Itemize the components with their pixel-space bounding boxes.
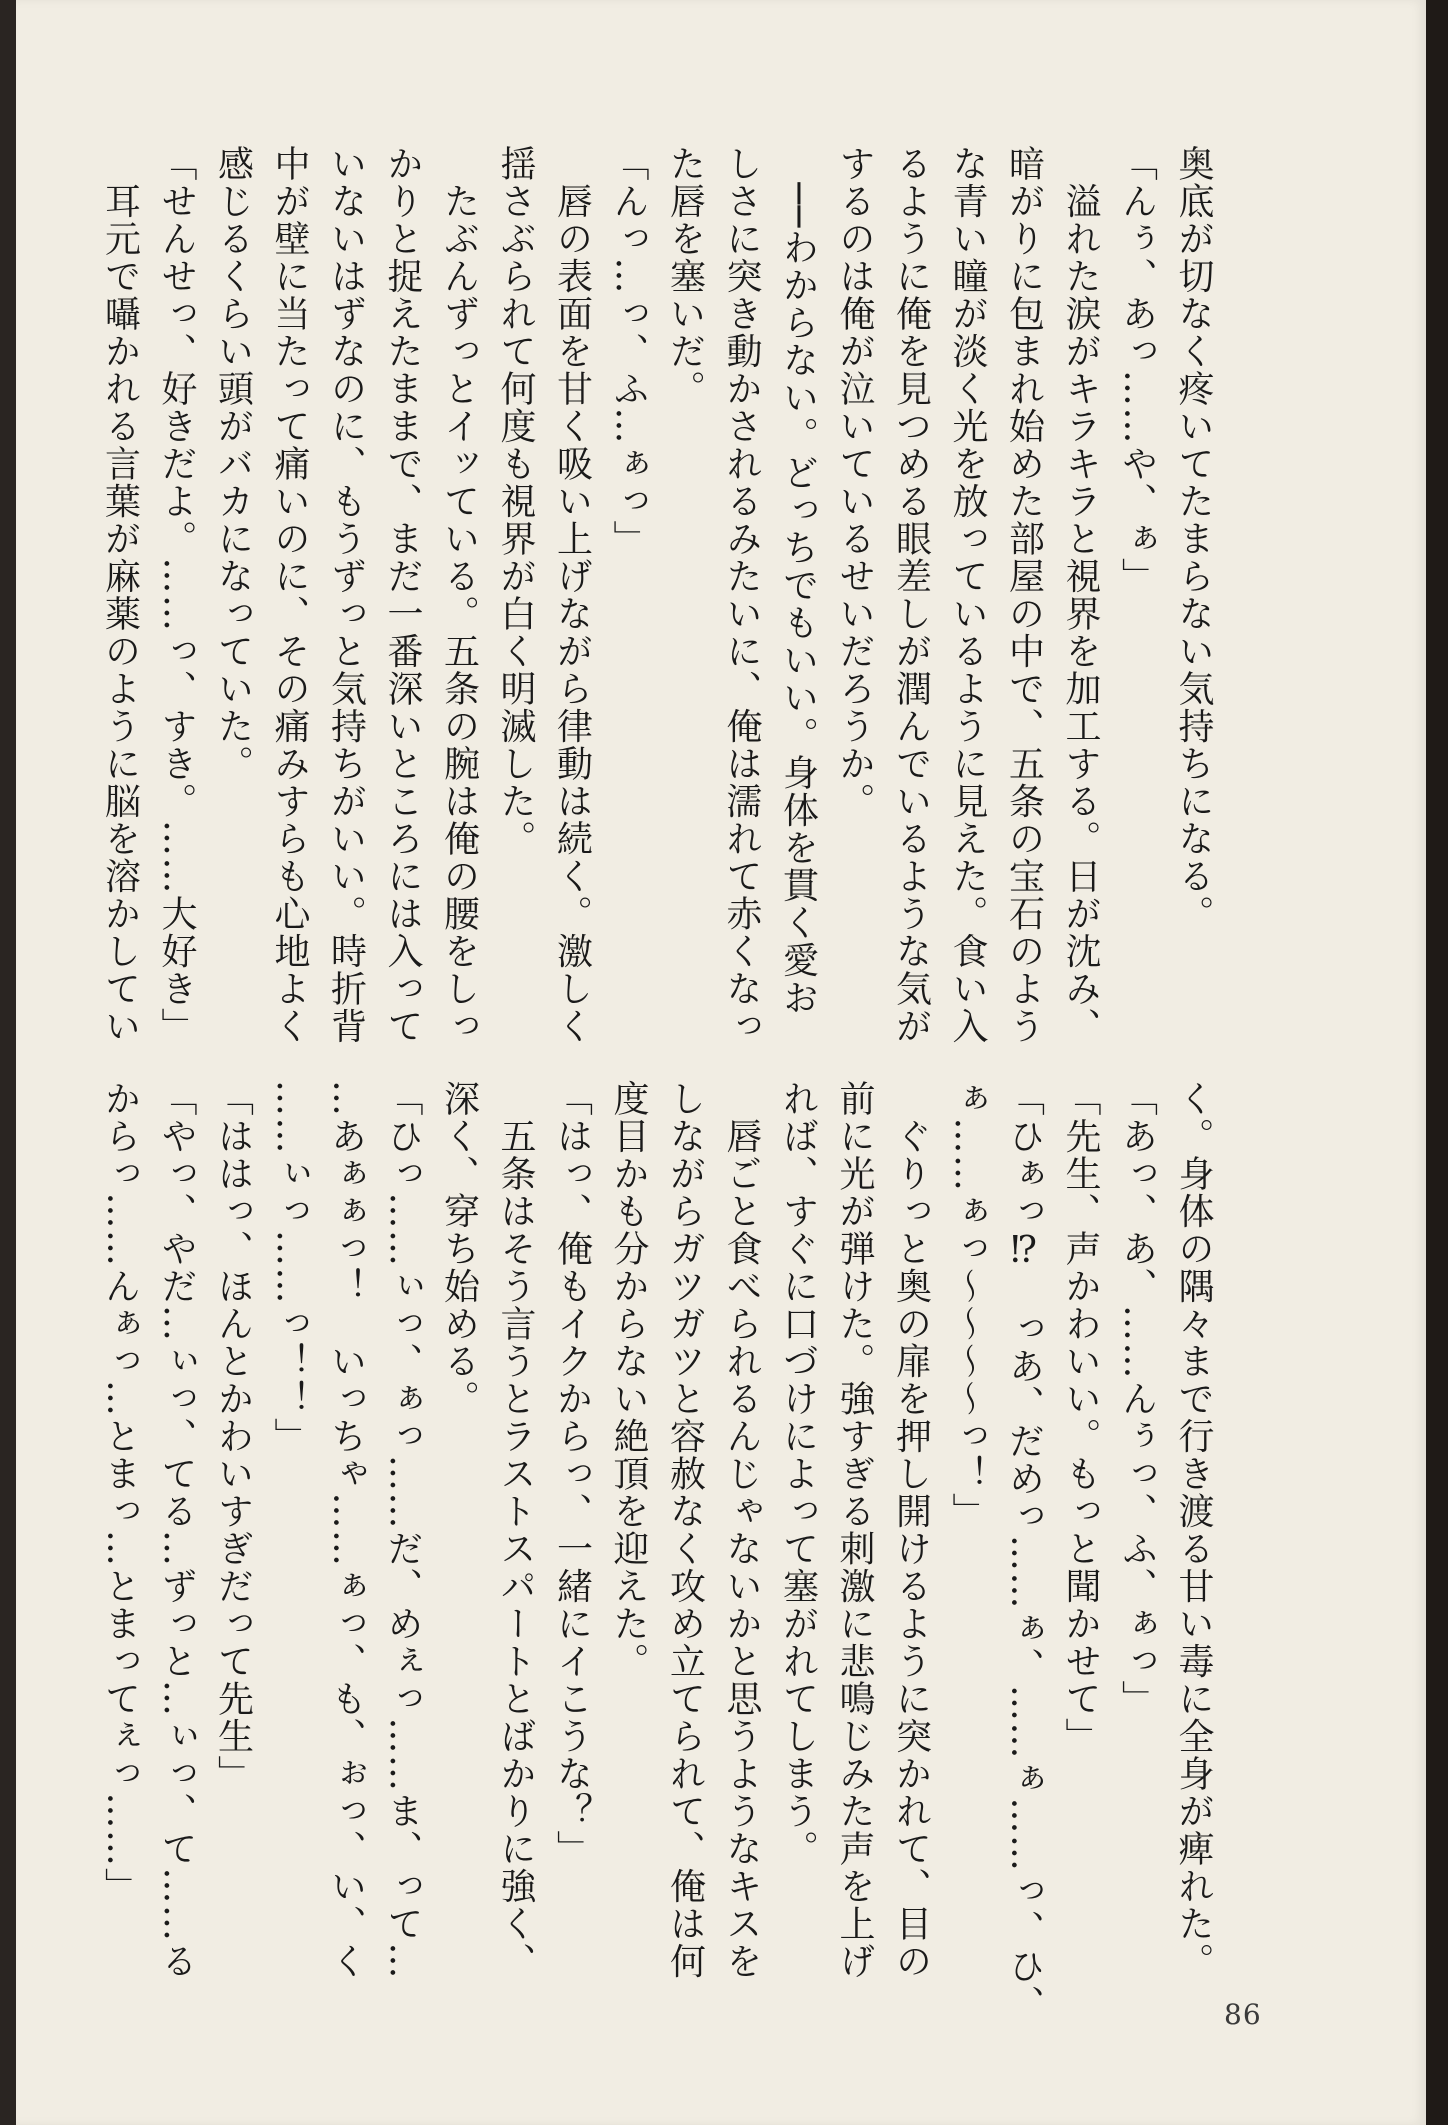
text-line: く。身体の隅々まで行き渡る甘い毒に全身が痺れた。 — [1173, 1080, 1214, 1980]
text-line: 耳元で囁かれる言葉が麻薬のように脳を溶かしてい — [99, 145, 141, 1045]
text-line: 「ひっ……ぃっ、ぁっ……だ、めぇっ……ま、って… — [382, 1080, 423, 1980]
text-line: 中が壁に当たって痛いのに、その痛みすらも心地よく — [269, 145, 310, 1045]
text-line: 暗がりに包まれ始めた部屋の中で、五条の宝石のよう — [1003, 145, 1045, 1045]
scanner-edge — [1426, 0, 1448, 2125]
text-line: 唇の表面を甘く吸い上げながら律動は続く。激しく — [551, 145, 593, 1045]
text-line: 「ひぁっ⁉ っあ、だめっ……ぁ、……ぁ……っ、ひ、 — [1003, 1080, 1045, 2023]
text-line: ぁ……ぁっ〜〜〜〜っ！」 — [947, 1080, 988, 1530]
text-line: 揺さぶられて何度も視界が白く明滅した。 — [495, 145, 536, 858]
text-line: 「あっ、あ、……んぅっ、ふ、ぁっ」 — [1116, 1080, 1158, 1718]
text-line: かりと捉えたままで、まだ一番深いところには入って — [382, 145, 423, 1045]
text-block-bottom — [91, 1080, 1221, 2023]
text-line: いないはずなのに、もうずっと気持ちがいい。時折背 — [325, 145, 367, 1045]
text-line: 五条はそう言うとラストスパートとばかりに強く、 — [495, 1080, 536, 1980]
text-line: ……ぃっ……っ！！」 — [269, 1080, 310, 1455]
text-line: しさに突き動かされるみたいに、俺は濡れて赤くなっ — [721, 145, 762, 1045]
text-line: な青い瞳が淡く光を放っているように見えた。食い入 — [947, 145, 988, 1045]
text-line: 「んぅ、あっ……や、ぁ」 — [1116, 145, 1158, 595]
page-number: 86 — [1224, 1998, 1262, 2031]
text-line: 感じるくらい頭がバカになっていた。 — [212, 145, 254, 783]
text-line: ぐりっと奥の扉を押し開けるように突かれて、目の — [890, 1080, 932, 1980]
text-line: 奥底が切なく疼いてたまらない気持ちになる。 — [1173, 145, 1214, 933]
text-line: 「んっ…っ、ふ…ぁっ」 — [608, 145, 649, 558]
text-line: 「ははっ、ほんとかわいすぎだって先生」 — [212, 1080, 254, 1793]
text-line: ──わからない。どっちでもいい。身体を貫く愛お — [777, 145, 819, 1017]
text-line: 溢れた涙がキラキラと視界を加工する。日が沈み、 — [1060, 145, 1101, 1045]
text-line: 度目かも分からない絶頂を迎えた。 — [608, 1080, 649, 1680]
text-block-top — [91, 145, 1221, 1045]
text-line: るように俺を見つめる眼差しが潤んでいるような気が — [890, 145, 932, 1045]
text-line: するのは俺が泣いているせいだろうか。 — [834, 145, 875, 820]
text-line: からっ……んぁっ…とまっ…とまってぇっ……」 — [99, 1080, 141, 1905]
text-line: 「やっ、やだ…ぃっ、てる…ずっと…ぃっ、て……る — [156, 1080, 197, 1980]
text-line: 「先生、声かわいい。もっと聞かせて」 — [1060, 1080, 1101, 1755]
text-line: しながらガツガツと容赦なく攻め立てられて、俺は何 — [664, 1080, 706, 1980]
text-line: 「はっ、俺もイクからっ、一緒にイこうな？」 — [551, 1080, 593, 1868]
text-line: 「せんせっ、好きだよ。……っ、すき。……大好き」 — [156, 145, 197, 1045]
text-line: たぶんずっとイッている。五条の腕は俺の腰をしっ — [438, 145, 480, 1045]
text-line: れば、すぐに口づけによって塞がれてしまう。 — [777, 1080, 819, 1868]
text-line: 深く、穿ち始める。 — [438, 1080, 480, 1418]
text-line: 前に光が弾けた。強すぎる刺激に悲鳴じみた声を上げ — [834, 1080, 875, 1980]
text-line: 唇ごと食べられるんじゃないかと思うようなキスを — [721, 1080, 762, 1980]
book-page — [16, 0, 1426, 2125]
text-line: …あぁぁっ！ いっちゃ……ぁっ、も、ぉっ、い、く — [325, 1080, 367, 1980]
text-line: た唇を塞いだ。 — [664, 145, 706, 408]
